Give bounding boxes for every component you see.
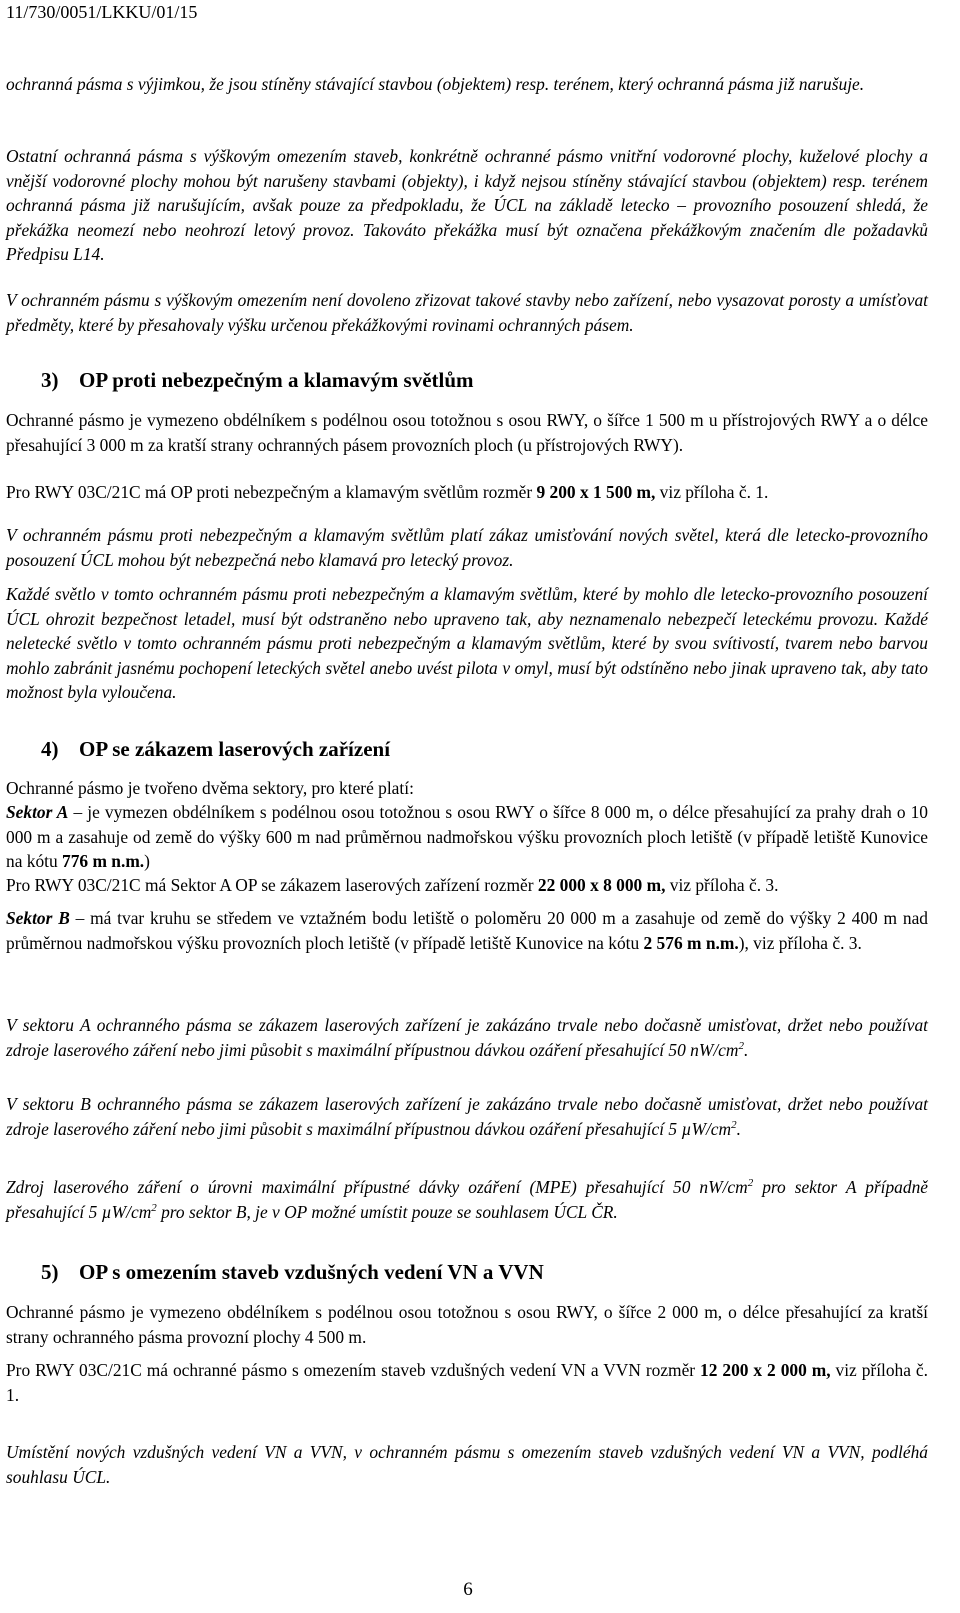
- document-reference: 11/730/0051/LKKU/01/15: [6, 2, 198, 22]
- page-number: 6: [463, 1579, 473, 1600]
- sector-a-paragraph: Sektor A – je vymezen obdélníkem s podélnou osou totožnou s osou RWY o šířce 8 000 m, o délce přesahující za prahy drah o 10 000 m a zasahuje od země do výšky 600 m nad průměrnou nadmořskou výšku provozních ploch letiště (v případě letiště Kunovice na kótu 776 m n.m.): [6, 802, 928, 871]
- section-3-title: OP proti nebezpečným a klamavým světlům: [79, 368, 474, 392]
- sector-b-paragraph: Sektor B – má tvar kruhu se středem ve vztažném bodu letiště o poloměru 20 000 m a zasahuje od země do výšky 2 400 m nad průměrnou nadmořskou výšku provozních ploch letiště (v případě letiště Kunovice na kótu 2 576 m n.m.), viz příloha č. 3.: [6, 908, 928, 953]
- intro-paragraph-1: ochranná pásma s výjimkou, že jsou stíněny stávající stavbou (objektem) resp. terénem, který ochranná pásma již narušuje.: [6, 74, 865, 94]
- section-4-paragraph-1: Ochranné pásmo je tvořeno dvěma sektory, pro které platí:: [6, 778, 414, 798]
- sector-b-altitude: 2 576 m n.m.: [643, 932, 739, 953]
- sector-a-restriction-paragraph: V sektoru A ochranného pásma se zákazem laserových zařízení je zakázáno trvale nebo dočasně umisťovat, držet nebo používat zdroje laserového záření nebo jimi působit s maximální přípustnou dávkou ozáření přesahující 50 $nW/cm^2$.: [6, 1015, 928, 1060]
- section-4-title: OP se zákazem laserových zařízení: [79, 737, 391, 761]
- sector-b-restriction-paragraph: V sektoru B ochranného pásma se zákazem laserových zařízení je zakázáno trvale nebo dočasně umisťovat, držet nebo používat zdroje laserového záření nebo jimi působit s maximální přípustnou dávkou ozáření přesahující 5 $\mu W/cm^2$.: [6, 1094, 928, 1139]
- sector-b-label: Sektor B: [6, 908, 70, 928]
- section-3-paragraph-4: Každé světlo v tomto ochranném pásmu proti nebezpečným a klamavým světlům, které by mohlo dle letecko-provozního posouzení ÚCL ohrozit bezpečnost letadel, musí být odstraněno nebo upraveno tak, aby neznamenalo nebezpečí leteckému provozu. Každé neletecké světlo v tomto ochranném pásmu proti nebezpečným a klamavým světlům, které by svou svítivostí, tvarem nebo barvou mohlo zabránit jasnému pochopení leteckých světel anebo uvést pilota v omyl, musí být odstíněno nebo jinak upraveno tak, aby tato možnost byla vyloučena.: [6, 584, 928, 702]
- sector-a-dimension-paragraph: Pro RWY 03C/21C má Sektor A OP se zákazem laserových zařízení rozměr 22 000 x 8 000 m, viz příloha č. 3.: [6, 875, 779, 895]
- section-3-number: 3): [41, 368, 59, 392]
- intro-paragraph-2: Ostatní ochranná pásma s výškovým omezením staveb, konkrétně ochranné pásmo vnitřní vodorovné plochy, kuželové plochy a vnější vodorovné plochy mohou být narušeny stavbami (objekty), i když nejsou stíněny stávající stavbou (objektem) resp. terénem ochranná pásma již narušujícím, avšak pouze za předpokladu, že ÚCL na základě letecko – provozního posouzení shledá, že překážka neomezí nebo neohrozí letový provoz. Takováto překážka musí být označena překážkovým značením dle požadavků Předpisu L14.: [6, 146, 928, 264]
- section-5-paragraph-3: Umístění nových vzdušných vedení VN a VVN, v ochranném pásmu s omezením staveb vzdušných vedení VN a VVN, podléhá souhlasu ÚCL.: [6, 1442, 928, 1487]
- section-5-dimension: 12 200 x 2 000 m,: [700, 1360, 831, 1380]
- section-4-number: 4): [41, 737, 59, 761]
- sector-a-label: Sektor A: [6, 802, 69, 822]
- section-3-dimension: 9 200 x 1 500 m,: [536, 482, 656, 502]
- laser-source-paragraph: Zdroj laserového záření o úrovni maximální přípustné dávky ozáření (MPE) přesahující 50 $nW/cm^2$ pro sektor A případně přesahující 5 $\mu W/cm^2$ pro sektor B, je v OP možné umístit pouze se souhlasem ÚCL ČR.: [6, 1177, 928, 1222]
- section-5-title: OP s omezením staveb vzdušných vedení VN a VVN: [79, 1260, 544, 1284]
- sector-a-dimension: 22 000 x 8 000 m,: [537, 875, 666, 895]
- intro-paragraph-3: V ochranném pásmu s výškovým omezením není dovoleno zřizovat takové stavby nebo zařízení, nebo vysazovat porosty a umísťovat předměty, které by přesahovaly výšku určenou překážkovými rovinami ochranných pásem.: [6, 290, 928, 335]
- section-5-paragraph-2: Pro RWY 03C/21C má ochranné pásmo s omezením staveb vzdušných vedení VN a VVN rozměr 12 200 x 2 000 m, viz příloha č. 1.: [6, 1360, 928, 1405]
- section-5-paragraph-1: Ochranné pásmo je vymezeno obdélníkem s podélnou osou totožnou s osou RWY, o šířce 2 000 m, o délce přesahující za kratší strany ochranného pásma provozní plochy 4 500 m.: [6, 1302, 928, 1347]
- section-3-paragraph-1: Ochranné pásmo je vymezeno obdélníkem s podélnou osou totožnou s osou RWY, o šířce 1 500 m u přístrojových RWY a o délce přesahující 3 000 m za kratší strany ochranných pásem provozních ploch (u přístrojových RWY).: [6, 410, 928, 455]
- section-3-paragraph-3: V ochranném pásmu proti nebezpečným a klamavým světlům platí zákaz umisťování nových světel, která dle letecko-provozního posouzení ÚCL mohou být nebezpečná nebo klamavá pro letecký provoz.: [6, 525, 928, 570]
- section-5-heading: [41, 1260, 544, 1285]
- sector-a-altitude: 776 m n.m.: [62, 851, 145, 871]
- section-4-heading: [41, 737, 390, 762]
- section-3-heading: [41, 368, 474, 393]
- section-3-paragraph-2: Pro RWY 03C/21C má OP proti nebezpečným a klamavým světlům rozměr 9 200 x 1 500 m, viz příloha č. 1.: [6, 482, 769, 502]
- section-5-number: 5): [41, 1260, 59, 1284]
